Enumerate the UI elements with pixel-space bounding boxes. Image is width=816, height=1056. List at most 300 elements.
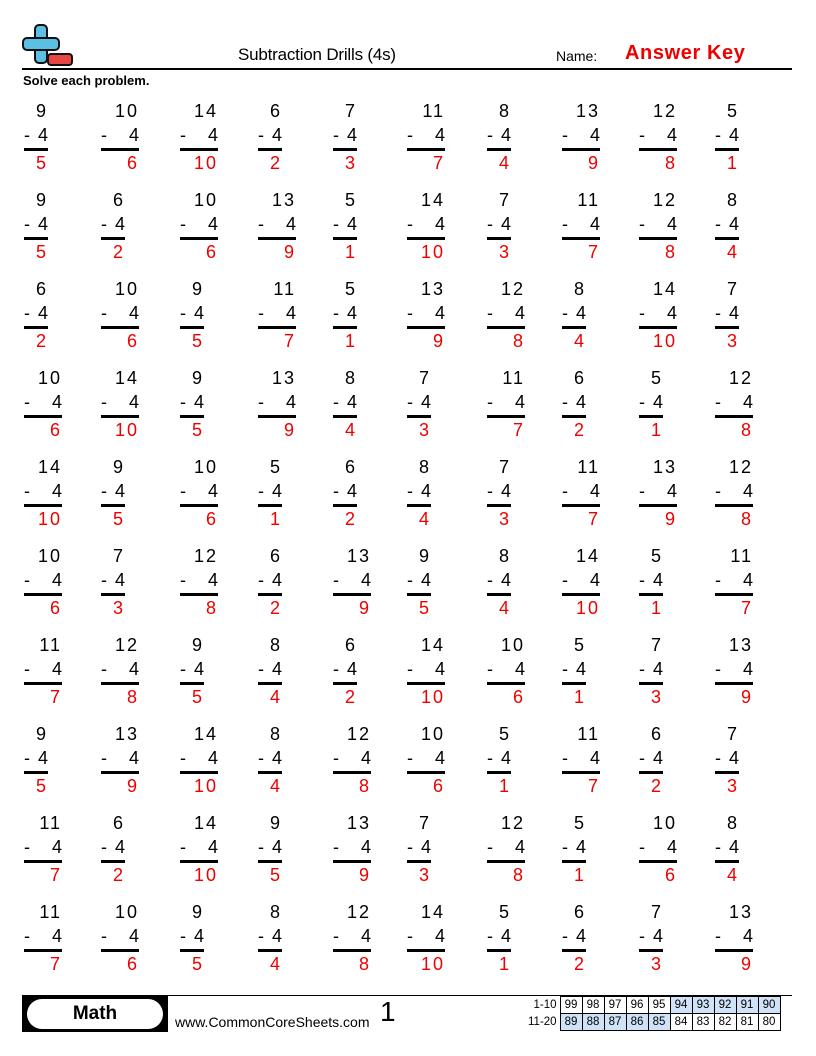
subtrahend: 4 [575, 659, 586, 679]
answer: 2 [344, 509, 357, 529]
answer: 6 [432, 776, 445, 796]
subtrahend: 4 [360, 748, 371, 768]
minuend: 10 [193, 190, 218, 210]
subtrahend: 4 [271, 570, 282, 590]
minuend: 9 [191, 279, 204, 299]
subtrahend: 4 [360, 570, 371, 590]
answer: 3 [726, 331, 739, 351]
score-cell: 83 [692, 1014, 714, 1031]
answer: 1 [650, 598, 663, 618]
subtrahend: 4 [193, 659, 204, 679]
minus-sign-icon: - [333, 926, 339, 946]
subtrahend: 4 [434, 303, 445, 323]
minus-sign-icon: - [24, 214, 30, 234]
subtrahend: 4 [434, 926, 445, 946]
minuend: 6 [573, 902, 586, 922]
problem-41 [24, 455, 62, 533]
answer: 7 [49, 954, 62, 974]
minus-sign-icon: - [407, 837, 413, 857]
minus-sign-icon: - [258, 659, 264, 679]
subtrahend: 4 [114, 837, 125, 857]
problem-79 [639, 722, 663, 800]
minuend: 14 [420, 190, 445, 210]
subtrahend: 4 [128, 303, 139, 323]
subtrahend: 4 [652, 392, 663, 412]
answer: 7 [587, 509, 600, 529]
answer: 6 [664, 865, 677, 885]
subtrahend: 4 [728, 748, 739, 768]
minuend: 12 [652, 190, 677, 210]
answer: 4 [418, 509, 431, 529]
minuend: 14 [114, 368, 139, 388]
minuend: 11 [730, 546, 753, 566]
subtrahend: 4 [434, 214, 445, 234]
minuend: 7 [498, 190, 511, 210]
score-cell: 94 [670, 997, 692, 1014]
minus-sign-icon: - [333, 125, 339, 145]
subtrahend: 4 [37, 125, 48, 145]
answer: 1 [344, 242, 357, 262]
subtrahend: 4 [114, 481, 125, 501]
answer: 5 [191, 420, 204, 440]
answer: 1 [573, 865, 586, 885]
subtrahend: 4 [500, 748, 511, 768]
minus-sign-icon: - [24, 303, 30, 323]
minus-sign-icon: - [562, 125, 568, 145]
minuend: 12 [114, 635, 139, 655]
score-cell: 93 [692, 997, 714, 1014]
minus-sign-icon: - [407, 303, 413, 323]
answer: 4 [269, 687, 282, 707]
subtrahend: 4 [207, 837, 218, 857]
subtrahend: 4 [500, 125, 511, 145]
subtrahend: 4 [589, 125, 600, 145]
problem-3 [180, 99, 218, 177]
subtrahend: 4 [666, 214, 677, 234]
answer: 4 [498, 153, 511, 173]
answer: 8 [664, 242, 677, 262]
subtrahend: 4 [193, 303, 204, 323]
answer: 10 [420, 242, 445, 262]
answer: 8 [205, 598, 218, 618]
score-cell: 86 [626, 1014, 648, 1031]
subtrahend: 4 [666, 125, 677, 145]
answer: 6 [205, 242, 218, 262]
minuend: 11 [273, 279, 296, 299]
subtrahend: 4 [193, 926, 204, 946]
problem-80 [715, 722, 739, 800]
minuend: 5 [726, 101, 739, 121]
score-row [526, 997, 780, 1014]
minuend: 13 [728, 902, 753, 922]
subtrahend: 4 [742, 570, 753, 590]
answer: 7 [512, 420, 525, 440]
problem-11 [24, 188, 48, 266]
minus-sign-icon: - [180, 392, 186, 412]
minus-sign-icon: - [333, 570, 339, 590]
answer: 3 [112, 598, 125, 618]
minus-sign-icon: - [639, 392, 645, 412]
minus-sign-icon: - [333, 659, 339, 679]
minus-sign-icon: - [562, 214, 568, 234]
minus-sign-icon: - [180, 125, 186, 145]
problem-53 [180, 544, 218, 622]
problem-55 [333, 544, 371, 622]
problem-4 [258, 99, 282, 177]
minuend: 12 [728, 457, 753, 477]
problem-14 [258, 188, 296, 266]
answer: 4 [269, 954, 282, 974]
problem-95 [333, 900, 371, 978]
minus-sign-icon: - [333, 392, 339, 412]
score-cell: 85 [648, 1014, 670, 1031]
problem-58 [562, 544, 600, 622]
minus-sign-icon: - [258, 926, 264, 946]
minuend: 6 [573, 368, 586, 388]
minuend: 11 [422, 101, 445, 121]
problem-19 [639, 188, 677, 266]
answer: 1 [498, 954, 511, 974]
minuend: 8 [418, 457, 431, 477]
subtrahend: 4 [420, 837, 431, 857]
answer: 7 [49, 687, 62, 707]
problem-16 [407, 188, 445, 266]
problem-49 [639, 455, 677, 533]
subtrahend: 4 [285, 214, 296, 234]
minuend: 5 [573, 813, 586, 833]
minuend: 5 [498, 724, 511, 744]
problem-46 [407, 455, 431, 533]
minuend: 11 [39, 813, 62, 833]
problem-25 [333, 277, 357, 355]
minus-sign-icon: - [180, 748, 186, 768]
minuend: 10 [652, 813, 677, 833]
answer: 10 [420, 954, 445, 974]
minus-sign-icon: - [639, 214, 645, 234]
minuend: 6 [344, 635, 357, 655]
score-row-label: 1-10 [533, 999, 557, 1011]
subtrahend: 4 [514, 303, 525, 323]
answer: 9 [283, 420, 296, 440]
problem-13 [180, 188, 218, 266]
minus-sign-icon: - [24, 748, 30, 768]
problem-61 [24, 633, 62, 711]
answer: 10 [37, 509, 62, 529]
minuend: 14 [652, 279, 677, 299]
problem-62 [101, 633, 139, 711]
minuend: 10 [114, 902, 139, 922]
minuend: 5 [650, 368, 663, 388]
problem-56 [407, 544, 431, 622]
problem-66 [407, 633, 445, 711]
problem-84 [258, 811, 282, 889]
subtrahend: 4 [514, 659, 525, 679]
problem-20 [715, 188, 739, 266]
problem-38 [562, 366, 586, 444]
minuend: 7 [418, 813, 431, 833]
answer: 9 [664, 509, 677, 529]
problem-21 [24, 277, 48, 355]
subtrahend: 4 [346, 214, 357, 234]
subtrahend: 4 [346, 392, 357, 412]
answer: 8 [512, 865, 525, 885]
answer: 1 [344, 331, 357, 351]
problem-31 [24, 366, 62, 444]
minus-sign-icon: - [487, 837, 493, 857]
minuend: 8 [498, 101, 511, 121]
minus-sign-icon: - [562, 392, 568, 412]
minus-sign-icon: - [639, 659, 645, 679]
answer: 4 [498, 598, 511, 618]
problem-94 [258, 900, 282, 978]
problem-17 [487, 188, 511, 266]
answer: 1 [650, 420, 663, 440]
answer: 7 [587, 776, 600, 796]
score-cell: 80 [758, 1014, 780, 1031]
minuend: 8 [269, 635, 282, 655]
problem-9 [639, 99, 677, 177]
minus-sign-icon: - [101, 748, 107, 768]
minus-sign-icon: - [180, 214, 186, 234]
minus-sign-icon: - [101, 837, 107, 857]
problem-78 [562, 722, 600, 800]
subtrahend: 4 [500, 926, 511, 946]
minuend: 14 [37, 457, 62, 477]
minus-sign-icon: - [333, 748, 339, 768]
answer: 6 [126, 954, 139, 974]
minuend: 9 [35, 724, 48, 744]
minuend: 6 [112, 190, 125, 210]
minus-sign-icon: - [715, 837, 721, 857]
minus-sign-icon: - [715, 303, 721, 323]
answer: 5 [35, 153, 48, 173]
minus-sign-icon: - [258, 214, 264, 234]
subtrahend: 4 [500, 481, 511, 501]
problem-27 [487, 277, 525, 355]
subtrahend: 4 [37, 214, 48, 234]
score-cell: 91 [736, 997, 758, 1014]
minus-sign-icon: - [24, 570, 30, 590]
answer: 2 [35, 331, 48, 351]
problem-87 [487, 811, 525, 889]
answer: 4 [344, 420, 357, 440]
score-cell: 90 [758, 997, 780, 1014]
score-cell: 96 [626, 997, 648, 1014]
answer: 4 [726, 865, 739, 885]
problem-48 [562, 455, 600, 533]
score-cell: 89 [560, 1014, 582, 1031]
subtrahend: 4 [589, 570, 600, 590]
minuend: 13 [271, 368, 296, 388]
minuend: 9 [35, 190, 48, 210]
minuend: 9 [35, 101, 48, 121]
problem-75 [333, 722, 371, 800]
minus-sign-icon: - [101, 214, 107, 234]
minuend: 8 [726, 190, 739, 210]
problem-30 [715, 277, 739, 355]
answer: 3 [650, 687, 663, 707]
problem-72 [101, 722, 139, 800]
problem-98 [562, 900, 586, 978]
problem-47 [487, 455, 511, 533]
minus-sign-icon: - [101, 303, 107, 323]
minuend: 12 [728, 368, 753, 388]
subtrahend: 4 [207, 570, 218, 590]
answer: 3 [650, 954, 663, 974]
answer: 3 [726, 776, 739, 796]
subtrahend: 4 [128, 125, 139, 145]
minus-sign-icon: - [715, 659, 721, 679]
subtrahend: 4 [742, 392, 753, 412]
answer: 10 [114, 420, 139, 440]
subject-label: Math [27, 999, 163, 1029]
minuend: 5 [344, 279, 357, 299]
problem-65 [333, 633, 357, 711]
subtrahend: 4 [666, 481, 677, 501]
problem-24 [258, 277, 296, 355]
score-cell: 87 [604, 1014, 626, 1031]
problem-40 [715, 366, 753, 444]
minuend: 7 [112, 546, 125, 566]
answer: 4 [269, 776, 282, 796]
minus-sign-icon: - [258, 570, 264, 590]
problem-90 [715, 811, 739, 889]
answer: 7 [432, 153, 445, 173]
answer: 5 [35, 242, 48, 262]
minus-sign-icon: - [487, 392, 493, 412]
minuend: 9 [418, 546, 431, 566]
subtrahend: 4 [51, 481, 62, 501]
name-label: Name: [556, 48, 598, 64]
minuend: 10 [37, 368, 62, 388]
answer: 6 [126, 331, 139, 351]
answer: 8 [126, 687, 139, 707]
problem-52 [101, 544, 125, 622]
subtrahend: 4 [514, 837, 525, 857]
minuend: 9 [112, 457, 125, 477]
subtrahend: 4 [346, 125, 357, 145]
minuend: 9 [191, 635, 204, 655]
minuend: 14 [420, 902, 445, 922]
problem-92 [101, 900, 139, 978]
score-cell: 84 [670, 1014, 692, 1031]
answer: 4 [573, 331, 586, 351]
problem-12 [101, 188, 125, 266]
minuend: 9 [269, 813, 282, 833]
minus-sign-icon: - [180, 481, 186, 501]
minuend: 11 [577, 724, 600, 744]
minus-sign-icon: - [639, 125, 645, 145]
subtrahend: 4 [128, 926, 139, 946]
minuend: 13 [346, 546, 371, 566]
subtrahend: 4 [285, 392, 296, 412]
minuend: 6 [650, 724, 663, 744]
minus-sign-icon: - [101, 659, 107, 679]
problem-83 [180, 811, 218, 889]
problem-37 [487, 366, 525, 444]
minus-sign-icon: - [487, 926, 493, 946]
subtrahend: 4 [575, 392, 586, 412]
minuend: 7 [344, 101, 357, 121]
minuend: 12 [346, 724, 371, 744]
minus-sign-icon: - [24, 392, 30, 412]
problem-23 [180, 277, 204, 355]
subtrahend: 4 [728, 303, 739, 323]
minuend: 8 [498, 546, 511, 566]
problem-93 [180, 900, 204, 978]
problem-34 [258, 366, 296, 444]
minuend: 10 [114, 279, 139, 299]
answer: 3 [418, 865, 431, 885]
minus-sign-icon: - [101, 125, 107, 145]
answer: 5 [112, 509, 125, 529]
minuend: 13 [652, 457, 677, 477]
answer: 6 [49, 420, 62, 440]
minus-sign-icon: - [333, 481, 339, 501]
answer: 8 [740, 420, 753, 440]
subtrahend: 4 [207, 481, 218, 501]
answer: 9 [358, 598, 371, 618]
problem-85 [333, 811, 371, 889]
answer: 9 [126, 776, 139, 796]
minuend: 11 [39, 635, 62, 655]
website-link[interactable]: www.CommonCoreSheets.com [175, 1014, 370, 1030]
answer: 6 [205, 509, 218, 529]
subtrahend: 4 [128, 392, 139, 412]
minus-sign-icon: - [407, 748, 413, 768]
minus-sign-icon: - [562, 481, 568, 501]
problem-59 [639, 544, 663, 622]
minus-sign-icon: - [715, 214, 721, 234]
answer: 5 [191, 331, 204, 351]
answer: 5 [191, 954, 204, 974]
answer: 2 [269, 153, 282, 173]
subtrahend: 4 [420, 392, 431, 412]
problem-39 [639, 366, 663, 444]
problem-88 [562, 811, 586, 889]
minuend: 14 [193, 724, 218, 744]
minus-sign-icon: - [24, 926, 30, 946]
subtrahend: 4 [207, 748, 218, 768]
minuend: 13 [420, 279, 445, 299]
answer: 10 [652, 331, 677, 351]
problem-89 [639, 811, 677, 889]
problem-74 [258, 722, 282, 800]
minus-sign-icon: - [487, 659, 493, 679]
minus-sign-icon: - [258, 125, 264, 145]
minus-sign-icon: - [487, 303, 493, 323]
minuend: 12 [346, 902, 371, 922]
minuend: 9 [191, 368, 204, 388]
minus-sign-icon: - [258, 748, 264, 768]
problem-22 [101, 277, 139, 355]
answer: 6 [126, 153, 139, 173]
minus-sign-icon: - [715, 392, 721, 412]
minuend: 8 [573, 279, 586, 299]
problem-43 [180, 455, 218, 533]
subtrahend: 4 [285, 303, 296, 323]
problem-10 [715, 99, 739, 177]
minus-sign-icon: - [487, 748, 493, 768]
minuend: 11 [39, 902, 62, 922]
problem-76 [407, 722, 445, 800]
minus-sign-icon: - [715, 481, 721, 501]
answer: 2 [344, 687, 357, 707]
minus-sign-icon: - [407, 659, 413, 679]
subtrahend: 4 [271, 926, 282, 946]
worksheet-title: Subtraction Drills (4s) [238, 45, 396, 64]
problem-54 [258, 544, 282, 622]
